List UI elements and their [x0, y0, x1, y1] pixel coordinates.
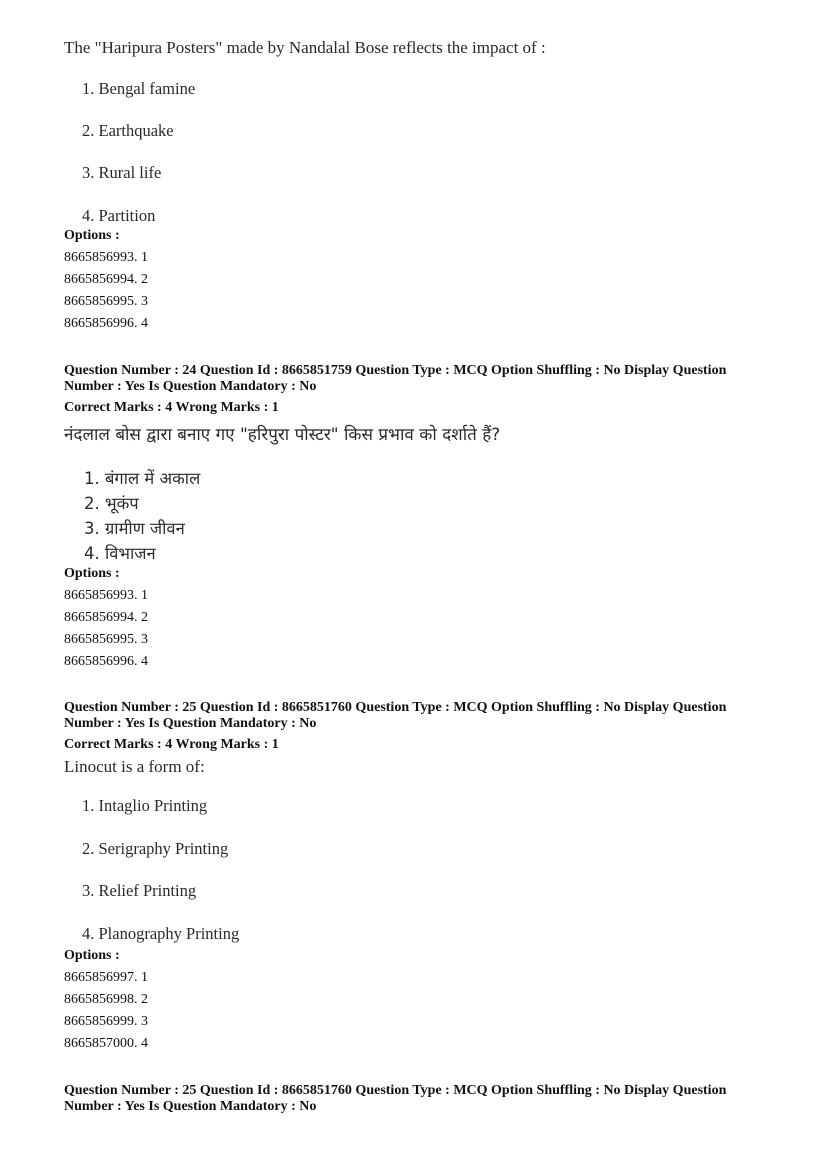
- question-header: Question Number : 25 Question Id : 8665851760 Question Type : MCQ Option Shuffling : No Display Question: [64, 700, 727, 715]
- question-text: Linocut is a form of:: [64, 757, 205, 776]
- answer-choice: 3. Rural life: [82, 163, 162, 182]
- answer-choice: 1. बंगाल में अकाल: [84, 469, 201, 488]
- marks-line: Correct Marks : 4 Wrong Marks : 1: [64, 737, 279, 752]
- question-header-cont: Number : Yes Is Question Mandatory : No: [64, 1099, 317, 1114]
- option-id: 8665856994. 2: [64, 610, 148, 625]
- option-id: 8665856997. 1: [64, 970, 148, 985]
- answer-choice: 3. ग्रामीण जीवन: [84, 519, 185, 538]
- option-id: 8665856995. 3: [64, 294, 148, 309]
- answer-choice: 1. Intaglio Printing: [82, 796, 208, 815]
- options-label: Options :: [64, 566, 120, 581]
- question-text: The "Haripura Posters" made by Nandalal Bose reflects the impact of :: [64, 38, 546, 57]
- options-label: Options :: [64, 228, 120, 243]
- option-id: 8665856993. 1: [64, 250, 148, 265]
- marks-line: Correct Marks : 4 Wrong Marks : 1: [64, 400, 279, 415]
- answer-choice: 4. Partition: [82, 206, 156, 225]
- answer-choice: 4. विभाजन: [84, 544, 156, 563]
- question-text: नंदलाल बोस द्वारा बनाए गए "हरिपुरा पोस्टर" किस प्रभाव को दर्शाते हैं?: [64, 425, 501, 445]
- option-id: 8665857000. 4: [64, 1036, 148, 1051]
- question-header: Question Number : 24 Question Id : 8665851759 Question Type : MCQ Option Shuffling : No Display Question: [64, 363, 727, 378]
- option-id: 8665856993. 1: [64, 588, 148, 603]
- answer-choice: 2. Serigraphy Printing: [82, 839, 229, 858]
- answer-choice: 3. Relief Printing: [82, 881, 197, 900]
- option-id: 8665856998. 2: [64, 992, 148, 1007]
- option-id: 8665856994. 2: [64, 272, 148, 287]
- option-id: 8665856996. 4: [64, 654, 148, 669]
- options-label: Options :: [64, 948, 120, 963]
- answer-choice: 1. Bengal famine: [82, 79, 196, 98]
- option-id: 8665856995. 3: [64, 632, 148, 647]
- answer-choice: 2. Earthquake: [82, 121, 174, 140]
- question-header-cont: Number : Yes Is Question Mandatory : No: [64, 716, 317, 731]
- answer-choice: 2. भूकंप: [84, 494, 139, 513]
- answer-choice: 4. Planography Printing: [82, 924, 240, 943]
- option-id: 8665856999. 3: [64, 1014, 148, 1029]
- option-id: 8665856996. 4: [64, 316, 148, 331]
- question-header: Question Number : 25 Question Id : 8665851760 Question Type : MCQ Option Shuffling : No Display Question: [64, 1083, 727, 1098]
- question-header-cont: Number : Yes Is Question Mandatory : No: [64, 379, 317, 394]
